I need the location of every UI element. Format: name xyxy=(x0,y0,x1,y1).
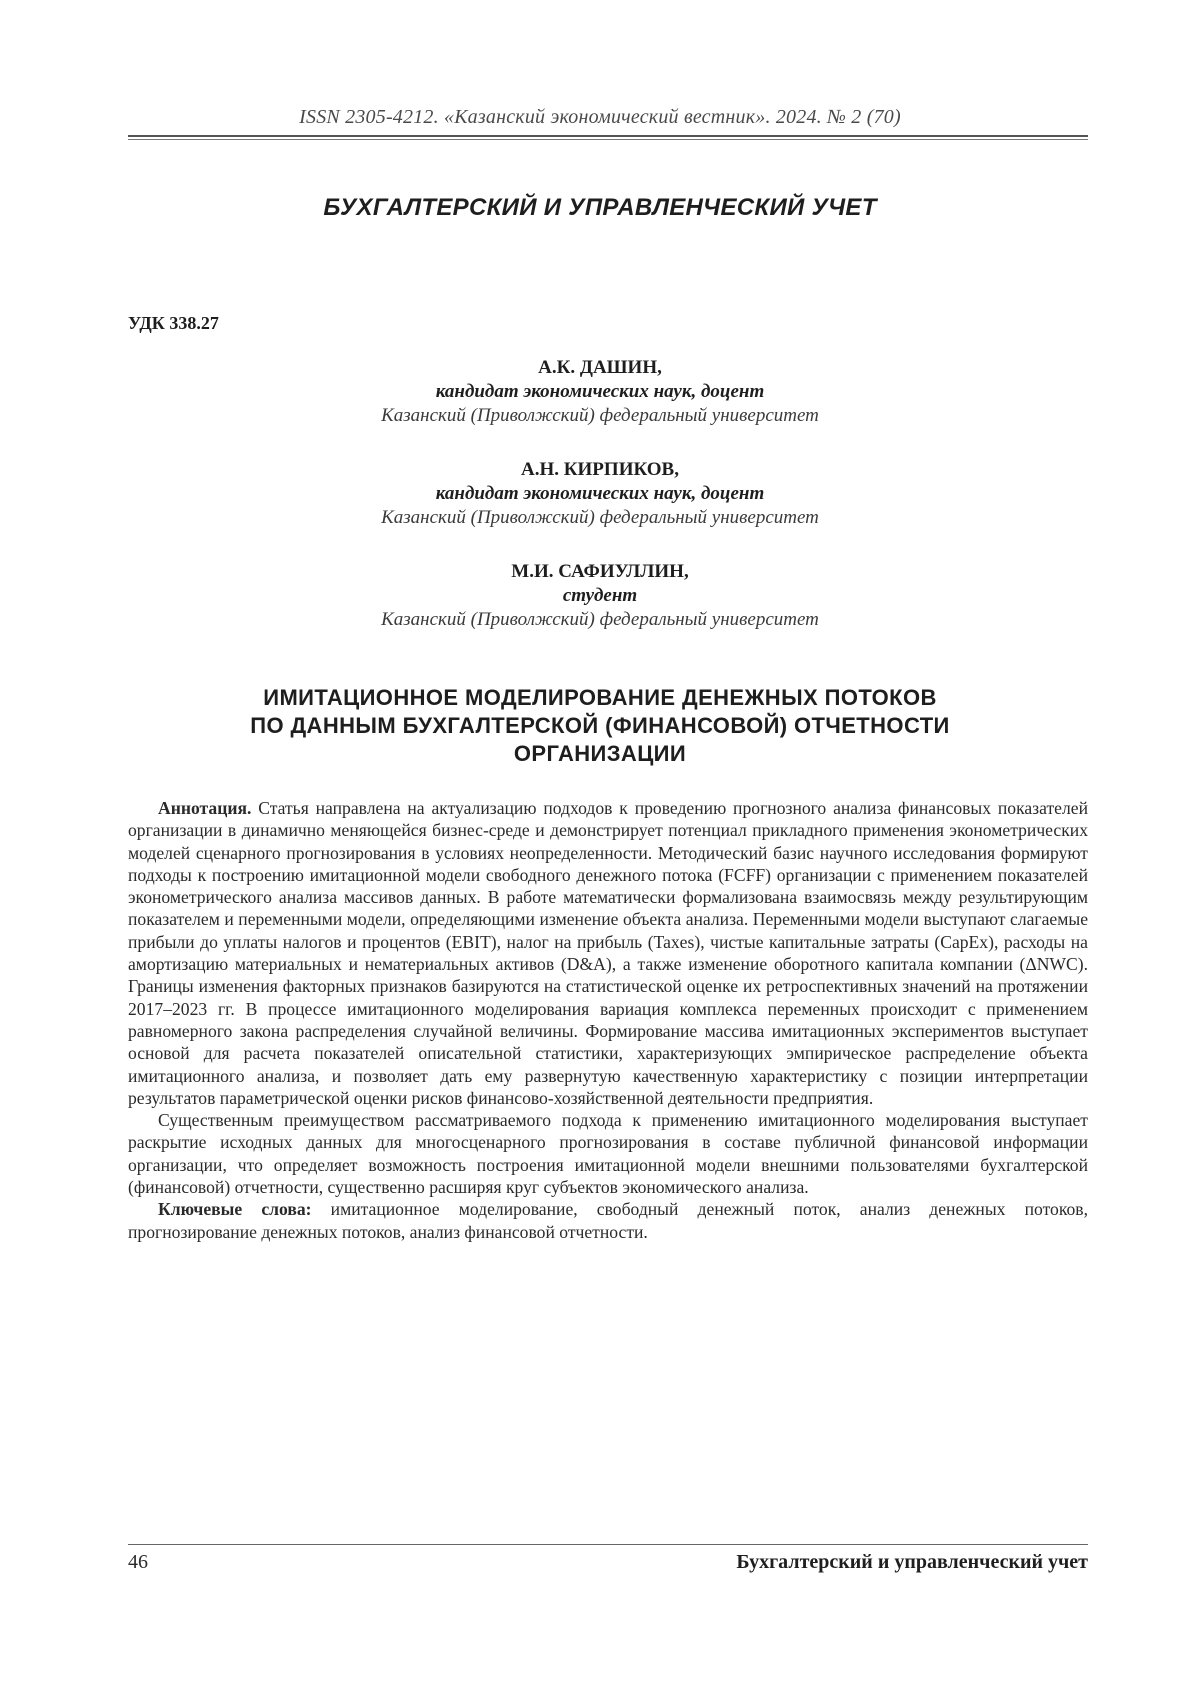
keywords-paragraph xyxy=(128,1198,1088,1243)
author-degree: кандидат экономических наук, доцент xyxy=(435,381,765,402)
abstract-text: Статья направлена на актуализацию подходов к проведению прогнозного анализа финансовых показателей организации в динамично меняющейся бизнес-среде и демонстрирует потенциал прикладного применения эконометрических моделей сценарного прогнозирования в условиях неопределенности. Методический базис научного исследования формируют подходы к построению имитационной модели свободного денежного потока (FCFF) организации с применением показателей эконометрического анализа массивов данных. В работе математически формализована взаимосвязь между результирующим показателем и переменными модели, определяющими изменение объекта анализа. Переменными модели выступают слагаемые прибыли до уплаты налогов и процентов (EBIT), налог на прибыль (Taxes), чистые капитальные затраты (CapEx), расходы на амортизацию материальных и нематериальных активов (D&A), а также изменение оборотного капитала компании (ΔNWC). Границы изменения факторных признаков базируются на статистической оценке их ретроспективных значений на протяжении 2017–2023 гг. В процессе имитационного моделирования вариация комплекса переменных происходит с применением равномерного закона распределения случайной величины. Формирование массива имитационных экспериментов выступает основой для расчета показателей описательной статистики, характеризующих эмпирическое распределение объекта имитационного анализа, и позволяет дать ему развернутую качественную характеристику с позиции интерпретации результатов параметрической оценки рисков финансово-хозяйственной деятельности предприятия. xyxy=(128,798,1088,1108)
abstract-paragraph xyxy=(128,797,1088,1109)
author-affiliation: Казанский (Приволжский) федеральный университет xyxy=(381,405,819,426)
author-block xyxy=(0,356,1200,428)
header-rule-secondary xyxy=(128,139,1088,140)
keywords-text: имитационное моделирование, свободный денежный поток, анализ денежных потоков, прогнозирование денежных потоков, анализ финансовой отчетности. xyxy=(128,1199,1088,1242)
author-name: М.И. САФИУЛЛИН, xyxy=(511,561,689,582)
author-block xyxy=(0,458,1200,530)
author-affiliation: Казанский (Приволжский) федеральный университет xyxy=(381,609,819,630)
footer-rule xyxy=(128,1544,1088,1545)
keywords-label: Ключевые слова: xyxy=(158,1199,312,1220)
running-head: ISSN 2305-4212. «Казанский экономический вестник». 2024. № 2 (70) xyxy=(299,106,901,128)
author-name: А.К. ДАШИН, xyxy=(538,357,662,378)
section-title: БУХГАЛТЕРСКИЙ И УПРАВЛЕНЧЕСКИЙ УЧЕТ xyxy=(323,194,877,221)
author-name: А.Н. КИРПИКОВ, xyxy=(521,459,679,480)
author-list xyxy=(0,356,1200,662)
author-degree: кандидат экономических наук, доцент xyxy=(435,483,765,504)
page-number: 46 xyxy=(128,1551,148,1573)
abstract-label: Аннотация. xyxy=(158,798,252,818)
article-title-line: ПО ДАННЫМ БУХГАЛТЕРСКОЙ (ФИНАНСОВОЙ) ОТЧЕТНОСТИ xyxy=(250,713,950,738)
udk-code: УДК 338.27 xyxy=(128,313,219,333)
author-block xyxy=(0,560,1200,632)
abstract xyxy=(128,797,1088,1243)
article-title-line: ОРГАНИЗАЦИИ xyxy=(513,741,687,766)
article-title xyxy=(0,684,1200,768)
author-affiliation: Казанский (Приволжский) федеральный университет xyxy=(381,507,819,528)
author-degree: студент xyxy=(562,585,638,606)
footer-section-title: Бухгалтерский и управленческий учет xyxy=(736,1551,1088,1573)
abstract-paragraph-2: Существенным преимуществом рассматриваемого подхода к применению имитационного моделирования выступает раскрытие исходных данных для многосценарного прогнозирования в составе публичной финансовой информации организации, что определяет возможность построения имитационной модели внешними пользователями бухгалтерской (финансовой) отчетности, существенно расширяя круг субъектов экономического анализа. xyxy=(128,1110,1088,1198)
header-rule xyxy=(128,135,1088,137)
article-title-line: ИМИТАЦИОННОЕ МОДЕЛИРОВАНИЕ ДЕНЕЖНЫХ ПОТОКОВ xyxy=(263,685,937,710)
